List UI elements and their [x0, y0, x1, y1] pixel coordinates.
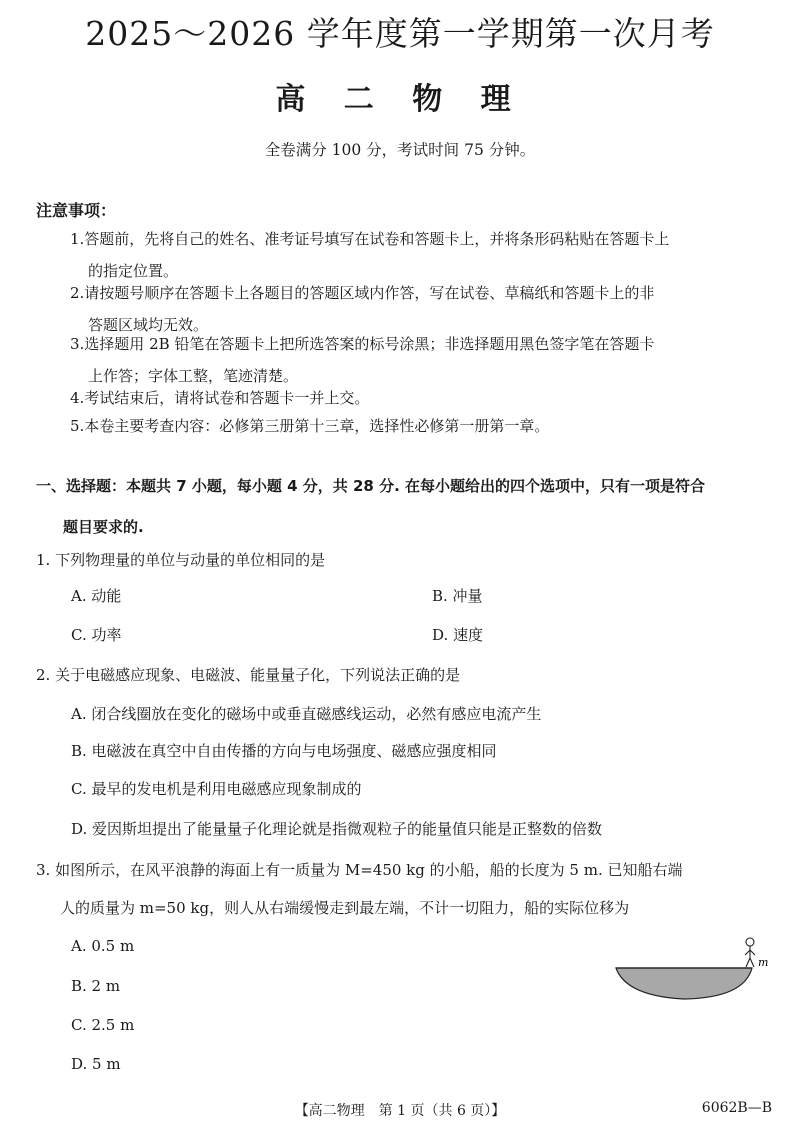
option-c: C. 2.5 m [71, 1016, 135, 1034]
notice-line: 上作答；字体工整，笔迹清楚。 [88, 367, 299, 385]
option-d: D. 5 m [71, 1055, 121, 1073]
notice-line: 答题区域均无效。 [88, 316, 209, 334]
exam-subject: 高 二 物 理 [275, 82, 525, 117]
stem-line: 3. 如图所示，在风平浪静的海面上有一质量为 M=450 kg 的小船，船的长度为 5 m. 已知船右端 [36, 861, 683, 879]
question-stem: 2. 关于电磁感应现象、电磁波、能量量子化，下列说法正确的是 [36, 666, 461, 684]
option-a: A. 0.5 m [71, 937, 135, 955]
mass-label: m [758, 956, 769, 969]
option-c: C. 最早的发电机是利用电磁感应现象制成的 [71, 780, 362, 798]
notice-line: 2.请按题号顺序在答题卡上各题目的答题区域内作答，写在试卷、草稿纸和答题卡上的非 [70, 284, 655, 302]
notice-heading: 注意事项： [36, 201, 117, 220]
option-c: C. 功率 [71, 626, 122, 644]
notice-line: 4.考试结束后，请将试卷和答题卡一并上交。 [70, 389, 370, 407]
question-stem [36, 851, 781, 927]
stem-line: 人的质量为 m=50 kg，则人从右端缓慢走到最左端，不计一切阻力，船的实际位移为 [60, 899, 630, 917]
section-line: 题目要求的. [63, 518, 144, 536]
notice-line: 3.选择题用 2B 铅笔在答题卡上把所选答案的标号涂黑；非选择题用黑色签字笔在答题卡 [70, 335, 655, 353]
footer-page-info: 【高二物理 第 1 页（共 6 页）】 [294, 1103, 506, 1119]
exam-title: 2025～2026 学年度第一学期第一次月考 [85, 14, 715, 53]
question-stem: 1. 下列物理量的单位与动量的单位相同的是 [36, 551, 326, 569]
option-d: D. 速度 [432, 626, 484, 644]
exam-info: 全卷满分 100 分，考试时间 75 分钟。 [264, 141, 536, 159]
boat-hull [616, 968, 752, 999]
notice-line: 5.本卷主要考查内容：必修第三册第十三章，选择性必修第一册第一章。 [70, 417, 550, 435]
option-a: A. 动能 [71, 587, 122, 605]
option-b: B. 2 m [71, 977, 121, 995]
notice-item [70, 410, 770, 442]
boat-figure [612, 932, 772, 1002]
option-d: D. 爱因斯坦提出了能量量子化理论就是指微观粒子的能量值只能是正整数的倍数 [71, 820, 603, 838]
notice-line: 的指定位置。 [88, 262, 179, 280]
option-b: B. 冲量 [432, 587, 483, 605]
option-a: A. 闭合线圈放在变化的磁场中或垂直磁感线运动，必然有感应电流产生 [71, 705, 542, 723]
notice-line: 1.答题前，先将自己的姓名、准考证号填写在试卷和答题卡上，并将条形码粘贴在答题卡上 [70, 230, 670, 248]
section-line: 一、选择题：本题共 7 小题，每小题 4 分，共 28 分. 在每小题给出的四个选项中，只有一项是符合 [36, 477, 706, 495]
option-b: B. 电磁波在真空中自由传播的方向与电场强度、磁感应强度相同 [71, 742, 497, 760]
person-icon [745, 938, 755, 967]
section-header [36, 466, 776, 548]
footer-code: 6062B—B [701, 1100, 772, 1116]
